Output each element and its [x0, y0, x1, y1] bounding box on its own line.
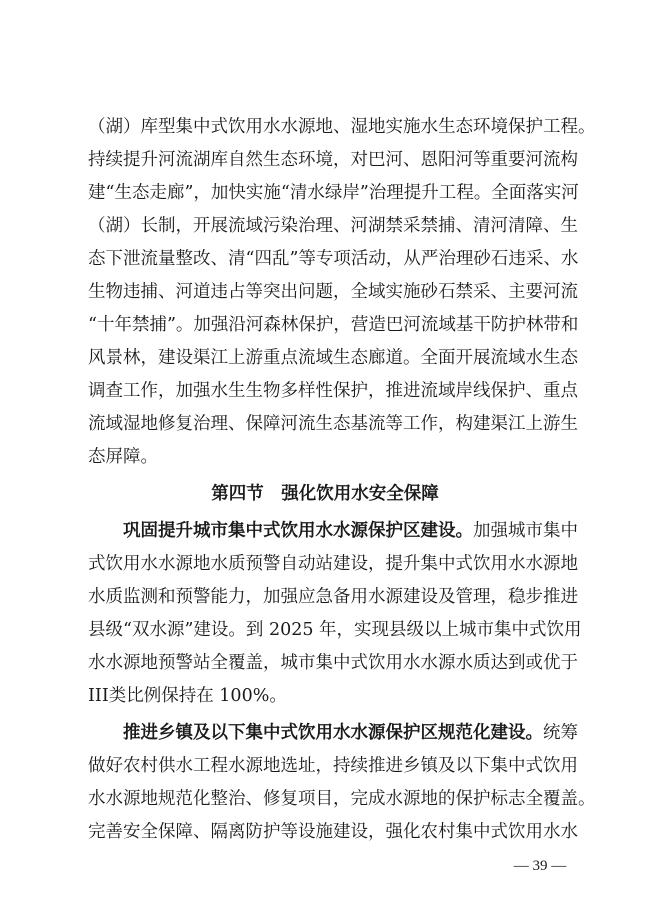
text-line: （湖）库型集中式饮用水水源地、湿地实施水生态环境保护工程。	[88, 117, 596, 137]
text-line	[123, 516, 578, 546]
paragraph-text: 加强城市集中	[473, 521, 578, 541]
text-line: 持续提升河流湖库自然生态环境，对巴河、恩阳河等重要河流构	[88, 150, 578, 170]
text-line: 完善安全保障、隔离防护等设施建设，强化农村集中式饮用水水	[88, 822, 578, 842]
text-line	[123, 718, 578, 748]
text-line: 风景林，建设渠江上游重点流域生态廊道。全面开展流域水生态	[88, 348, 578, 368]
text-line: III类比例保持在 100%。	[88, 686, 287, 706]
page-number: — 39 —	[513, 858, 567, 874]
text-line: 流域湿地修复治理、保障河流生态基流等工作，构建渠江上游生	[88, 414, 578, 434]
text-line: 水质监测和预警能力，加强应急备用水源建设及管理，稳步推进	[88, 587, 578, 607]
text-line: 态屏障。	[88, 447, 158, 467]
text-line: 水水源地规范化整治、修复项目，完成水源地的保护标志全覆盖。	[88, 789, 596, 809]
text-line: 态下泄流量整改、清“四乱”等专项活动，从严治理砂石违采、水	[88, 249, 579, 269]
text-line: 式饮用水水源地水质预警自动站建设，提升集中式饮用水水源地	[88, 554, 578, 574]
section-heading: 第四节 强化饮用水安全保障	[211, 484, 439, 504]
text-line: 调查工作，加强水生生物多样性保护，推进流域岸线保护、重点	[88, 381, 578, 401]
text-line: 县级“双水源”建设。到 2025 年，实现县级以上城市集中式饮用	[88, 620, 582, 640]
text-line: （湖）长制，开展流域污染治理、河湖禁采禁捕、清河清障、生	[88, 216, 578, 236]
paragraph-lead: 巩固提升城市集中式饮用水水源保护区建设。	[123, 521, 473, 541]
text-line: 建“生态走廊”，加快实施“清水绿岸”治理提升工程。全面落实河	[88, 183, 579, 203]
text-line: “十年禁捕”。加强沿河森林保护，营造巴河流域基干防护林带和	[88, 315, 579, 335]
text-line: 做好农村供水工程水源地选址，持续推进乡镇及以下集中式饮用	[88, 756, 578, 776]
paragraph-text: 统筹	[543, 723, 578, 743]
paragraph-lead: 推进乡镇及以下集中式饮用水水源保护区规范化建设。	[123, 723, 543, 743]
text-line: 水水源地预警站全覆盖，城市集中式饮用水水源水质达到或优于	[88, 653, 578, 673]
text-line: 生物违捕、河道违占等突出问题，全域实施砂石禁采、主要河流	[88, 282, 578, 302]
